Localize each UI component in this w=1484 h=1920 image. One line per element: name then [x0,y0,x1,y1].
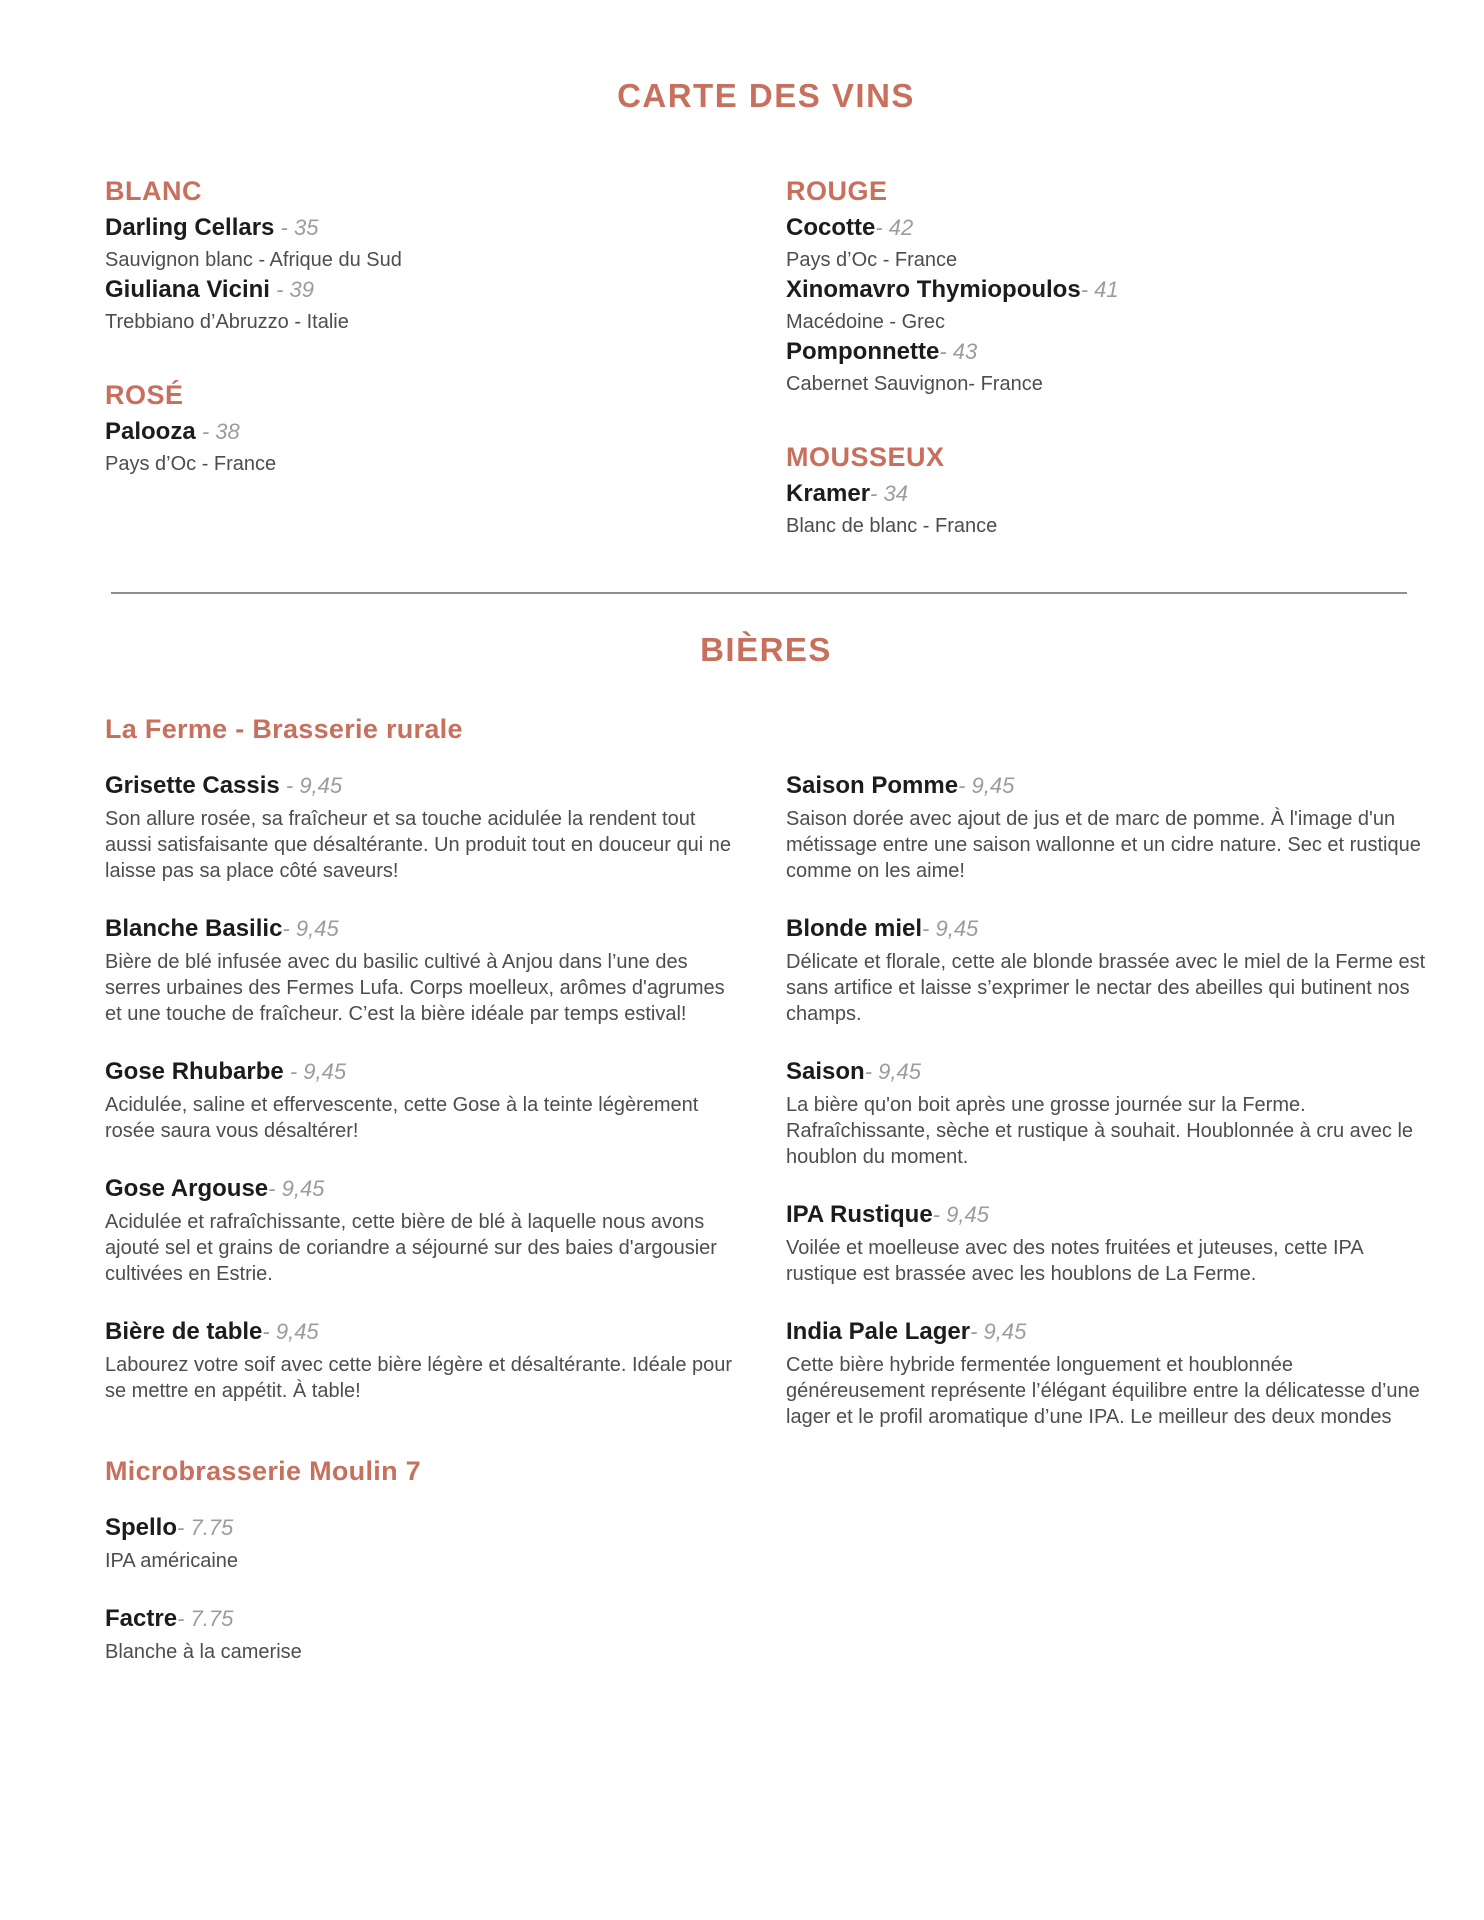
beer-price: - 9,45 [282,916,339,941]
wine-column-right [786,176,1427,540]
beer-description: Acidulée et rafraîchissante, cette bière de blé à laquelle nous avons ajouté sel et grains de coriandre a séjourné sur des baies d'argousier cultivées en Estrie. [105,1211,717,1285]
beer-name: Grisette Cassis [105,772,280,799]
wine-name-line [105,274,746,309]
wine-name: Cocotte [786,214,876,241]
beer-price: - 9,45 [922,916,979,941]
beer-item [105,1174,746,1287]
beer-price: - 9,45 [864,1059,921,1084]
beer-item [105,771,746,884]
beer-price: - 9,45 [970,1319,1027,1344]
beer-name: Saison [786,1058,865,1085]
beer-name-line [105,1174,746,1205]
section-divider [111,592,1407,594]
wine-item [786,212,1427,274]
wine-name-line [786,274,1427,309]
wine-detail: Macédoine - Grec [786,311,945,333]
beer-name: Gose Argouse [105,1175,269,1202]
beer-name-line [786,1317,1427,1348]
beer-description: IPA américaine [105,1550,239,1572]
wine-item [105,274,746,336]
beer-item [105,1513,746,1574]
wine-price: - 43 [939,339,978,364]
beer-name-line [105,1604,746,1635]
beer-price: - 9,45 [958,773,1015,798]
beer-description: Son allure rosée, sa fraîcheur et sa touche acidulée la rendent tout aussi satisfaisante que désaltérante. Un produit tout en douceur qui ne laisse pas sa place côté saveurs! [105,808,731,882]
wine-name: Palooza [105,418,196,445]
wine-name: Xinomavro Thymiopoulos [786,276,1081,303]
wine-name: Giuliana Vicini [105,276,270,303]
wine-name-line [786,478,1427,513]
beer-name-line [105,1513,746,1544]
beer-description: Bière de blé infusée avec du basilic cultivé à Anjou dans l’une des serres urbaines des Fermes Lufa. Corps moelleux, arômes d'agrumes et une touche de fraîcheur. C’est la bière idéale par temps estival! [105,951,725,1025]
wine-name: Pomponnette [786,338,940,365]
beer-description: La bière qu'on boit après une grosse journée sur la Ferme. Rafraîchissante, sèche et rustique à souhait. Houblonnée à cru avec le houblon du moment. [786,1094,1414,1168]
beer-name: India Pale Lager [786,1318,971,1345]
beer-name: Saison Pomme [786,772,959,799]
wine-price: - 35 [274,215,319,240]
wine-category-section [786,176,1427,398]
beer-price: - 9,45 [279,773,343,798]
wine-category-heading: MOUSSEUX [786,442,945,472]
beer-menu-title: BIÈRES [700,631,832,668]
beer-description: Voilée et moelleuse avec des notes fruitées et juteuses, cette IPA rustique est brassée avec les houblons de La Ferme. [786,1237,1363,1285]
wine-name: Darling Cellars [105,214,275,241]
wine-name: Kramer [786,480,871,507]
wine-item [786,274,1427,336]
beer-sections [105,714,1427,1695]
wine-category-heading: ROSÉ [105,380,184,410]
wine-name-line [105,416,746,451]
wine-name-line [105,212,746,247]
beer-column-right [786,714,1427,1460]
beer-item [786,1057,1427,1170]
wine-detail: Sauvignon blanc - Afrique du Sud [105,249,402,271]
beer-item [786,914,1427,1027]
beer-item [786,1200,1427,1287]
beer-column-left [105,714,746,1695]
beer-name: Spello [105,1514,178,1541]
wine-item [786,336,1427,398]
wine-price: - 39 [269,277,314,302]
beer-name-line [786,914,1427,945]
wine-detail: Trebbiano d’Abruzzo - Italie [105,311,349,333]
beer-price: - 9,45 [262,1319,319,1344]
beer-price: - 9,45 [268,1176,325,1201]
wine-price: - 34 [870,481,908,506]
beer-description: Cette bière hybride fermentée longuement et houblonnée généreusement représente l’élégant équilibre entre la délicatesse d’une lager et le profil aromatique d’une IPA. Le meilleur des deux mondes [786,1354,1420,1428]
beer-name: Blonde miel [786,915,923,942]
wine-item [105,416,746,478]
beer-name-line [786,771,1427,802]
beer-name: Bière de table [105,1318,263,1345]
beer-price: - 7.75 [177,1606,234,1631]
wine-category-section [105,176,746,336]
wine-price: - 38 [195,419,240,444]
beer-name-line [105,771,746,802]
wine-category-heading: ROUGE [786,176,888,206]
beer-price: - 9,45 [283,1059,347,1084]
beer-item [105,1057,746,1144]
wine-price: - 42 [875,215,914,240]
wine-price: - 41 [1080,277,1119,302]
beer-name-line [105,914,746,945]
beer-name-line [105,1057,746,1088]
brewery-heading: La Ferme - Brasserie rurale [105,714,463,744]
wine-category-heading: BLANC [105,176,202,206]
beer-name-line [786,1200,1427,1231]
wine-detail: Pays d’Oc - France [786,249,958,271]
beer-name: IPA Rustique [786,1201,933,1228]
wine-category-section [786,442,1427,540]
beer-name-line [105,1317,746,1348]
beer-item [105,1317,746,1404]
beer-price: - 9,45 [932,1202,989,1227]
wine-name-line [786,212,1427,247]
beer-description: Acidulée, saline et effervescente, cette Gose à la teinte légèrement rosée saura vous désaltérer! [105,1094,699,1142]
beer-item [105,1604,746,1665]
wine-detail: Blanc de blanc - France [786,515,998,537]
wine-menu-title: CARTE DES VINS [617,77,915,114]
beer-description: Labourez votre soif avec cette bière légère et désaltérante. Idéale pour se mettre en appétit. À table! [105,1354,733,1402]
wine-column-left [105,176,746,478]
beer-name: Gose Rhubarbe [105,1058,284,1085]
beer-description: Blanche à la camerise [105,1641,302,1663]
beer-name: Factre [105,1605,178,1632]
beer-name: Blanche Basilic [105,915,283,942]
beer-price: - 7.75 [177,1515,234,1540]
wine-item [786,478,1427,540]
brewery-heading: Microbrasserie Moulin 7 [105,1456,421,1486]
beer-description: Saison dorée avec ajout de jus et de marc de pomme. À l'image d'un métissage entre une saison wallonne et un cidre nature. Sec et rustique comme on les aime! [786,808,1421,882]
beer-item [105,914,746,1027]
beer-item [786,771,1427,884]
wine-category-section [105,380,746,478]
beer-description: Délicate et florale, cette ale blonde brassée avec le miel de la Ferme est sans artifice et laisse s’exprimer le nectar des abeilles qui butinent nos champs. [786,951,1426,1025]
wine-detail: Cabernet Sauvignon- France [786,373,1043,395]
beer-name-line [786,1057,1427,1088]
beer-item [786,1317,1427,1430]
wine-detail: Pays d’Oc - France [105,453,277,475]
wine-name-line [786,336,1427,371]
wine-sections [105,176,1427,540]
wine-item [105,212,746,274]
